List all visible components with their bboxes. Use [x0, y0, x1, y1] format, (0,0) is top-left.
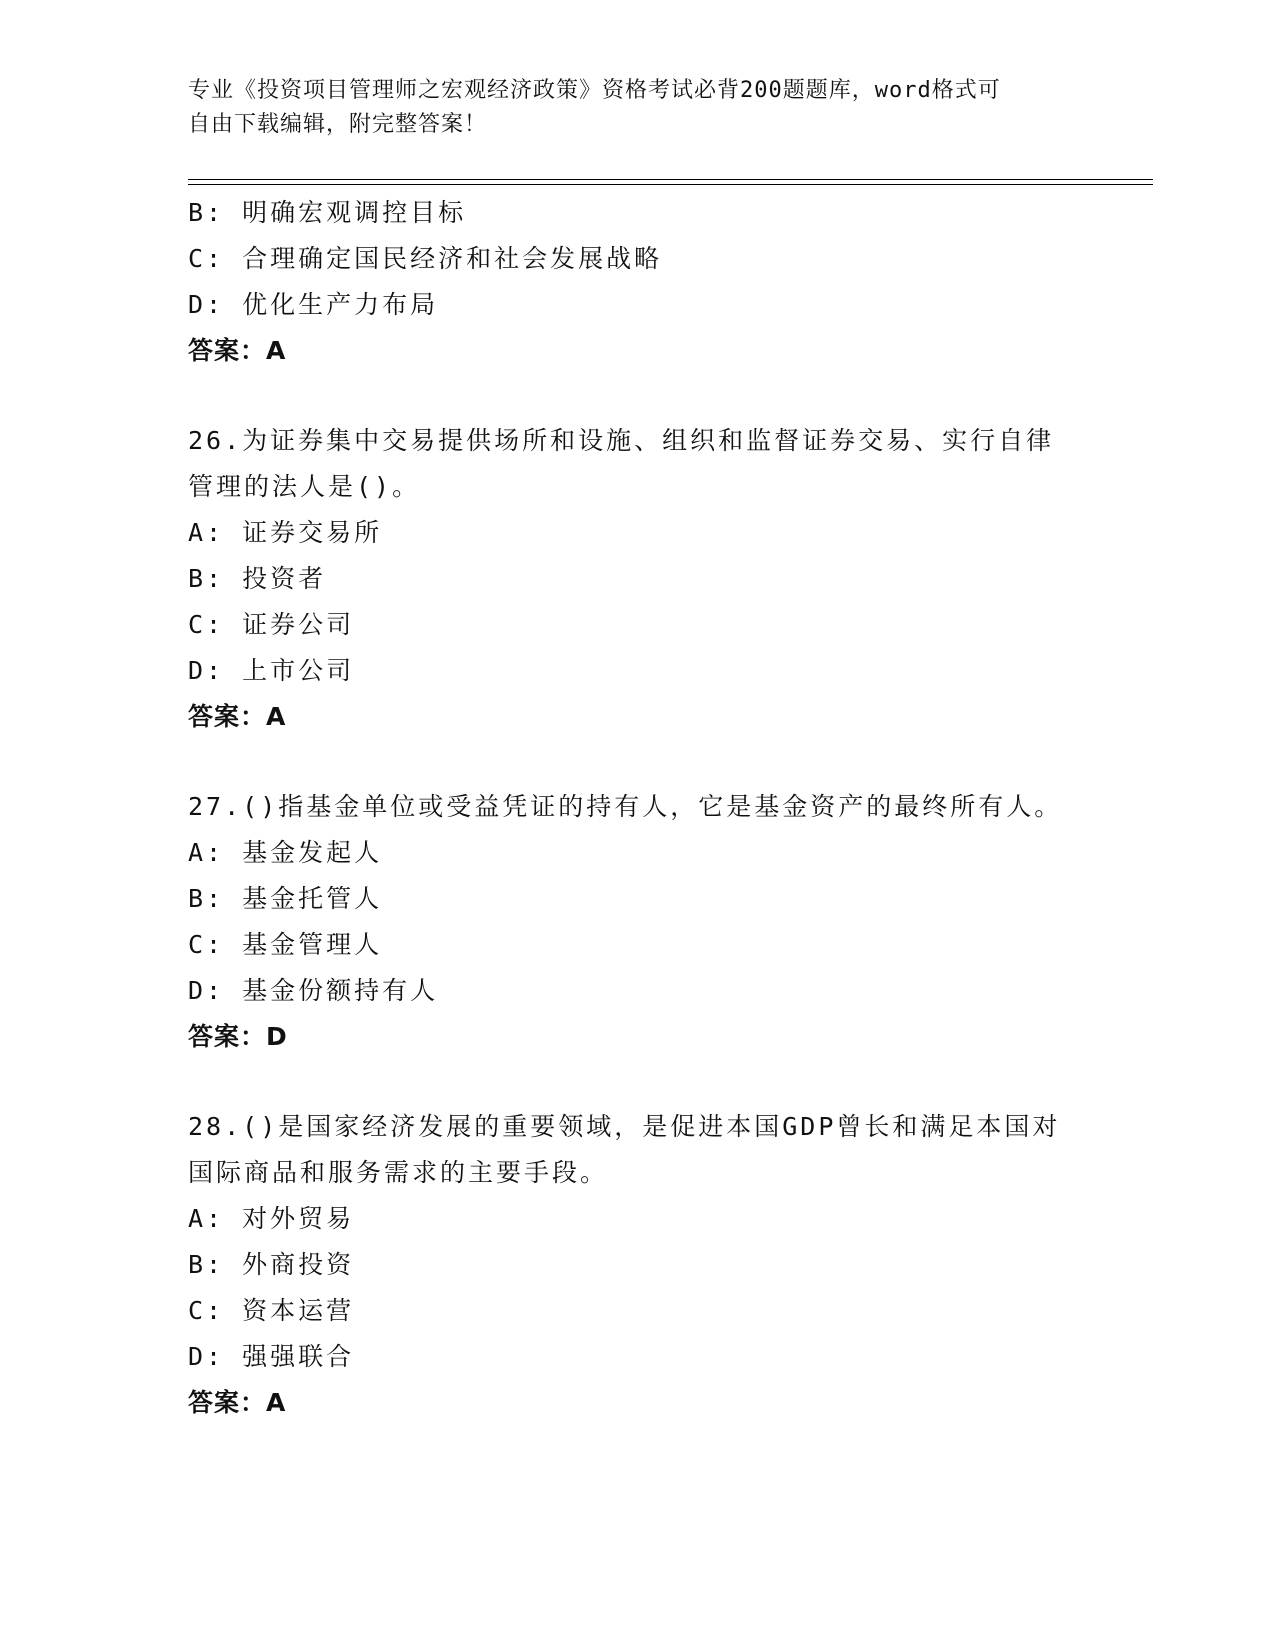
option-a: A: 对外贸易	[188, 1204, 355, 1233]
answer-line: 答案：D	[188, 1022, 288, 1051]
option-b: B: 投资者	[188, 564, 327, 593]
question-text-line-2: 国际商品和服务需求的主要手段。	[188, 1158, 609, 1187]
question-text-line-2: 管理的法人是()。	[188, 472, 421, 501]
spacer	[188, 374, 1088, 418]
header-line-1: 专业《投资项目管理师之宏观经济政策》资格考试必背200题题库，word格式可	[188, 78, 1001, 103]
option-c: C: 基金管理人	[188, 930, 383, 959]
question-text-line-1: 26.为证券集中交易提供场所和设施、组织和监督证券交易、实行自律	[188, 426, 1055, 455]
question-text-line-1: 27.()指基金单位或受益凭证的持有人，它是基金资产的最终所有人。	[188, 792, 1063, 821]
spacer	[188, 740, 1088, 784]
option-b: B: 外商投资	[188, 1250, 355, 1279]
question-26	[188, 418, 1088, 740]
option-c: C: 证券公司	[188, 610, 355, 639]
answer-line: 答案：A	[188, 336, 287, 365]
question-27	[188, 784, 1088, 1060]
question-28	[188, 1104, 1088, 1426]
document-header	[188, 74, 1068, 142]
header-divider-bottom	[188, 184, 1153, 185]
option-c: C: 资本运营	[188, 1296, 355, 1325]
question-text-line-1: 28.()是国家经济发展的重要领域，是促进本国GDP曾长和满足本国对	[188, 1112, 1061, 1141]
option-a: A: 证券交易所	[188, 518, 383, 547]
option-d: D: 上市公司	[188, 656, 355, 685]
option-b: B: 基金托管人	[188, 884, 383, 913]
option-c: C: 合理确定国民经济和社会发展战略	[188, 244, 663, 273]
answer-line: 答案：A	[188, 702, 287, 731]
header-divider-top	[188, 179, 1153, 180]
option-a: A: 基金发起人	[188, 838, 383, 867]
answer-line: 答案：A	[188, 1388, 287, 1417]
option-d: D: 强强联合	[188, 1342, 355, 1371]
header-line-2: 自由下载编辑，附完整答案！	[188, 112, 488, 137]
option-d: D: 优化生产力布局	[188, 290, 439, 319]
question-list	[188, 190, 1088, 1426]
option-b: B: 明确宏观调控目标	[188, 198, 467, 227]
option-d: D: 基金份额持有人	[188, 976, 439, 1005]
continued-question	[188, 190, 1088, 374]
spacer	[188, 1060, 1088, 1104]
